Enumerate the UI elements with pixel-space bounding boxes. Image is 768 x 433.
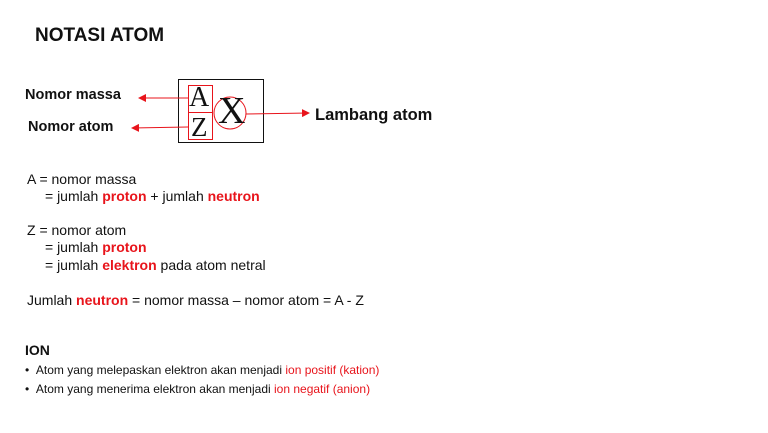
word-neutron: neutron bbox=[76, 292, 129, 308]
word-proton: proton bbox=[102, 188, 147, 204]
label-mass-number: Nomor massa bbox=[25, 87, 121, 103]
page-title: NOTASI ATOM bbox=[35, 25, 165, 46]
ion-positive-highlight: ion positif (kation) bbox=[285, 363, 380, 377]
ion-negative-highlight: ion negatif (anion) bbox=[274, 382, 371, 396]
ion-heading: ION bbox=[25, 342, 50, 358]
element-symbol: X bbox=[218, 90, 246, 132]
word-neutron: neutron bbox=[207, 188, 260, 204]
label-element-symbol: Lambang atom bbox=[315, 106, 433, 124]
label-atomic-number: Nomor atom bbox=[28, 119, 114, 135]
word-elektron: elektron bbox=[102, 257, 157, 273]
bullet-icon: • bbox=[25, 382, 36, 396]
definition-a-line1: A = nomor massa bbox=[27, 171, 137, 187]
list-item: • Atom yang melepaskan elektron akan menjadi ion positif (kation) bbox=[25, 363, 380, 377]
definition-z-line3: = jumlah elektron pada atom netral bbox=[45, 257, 266, 273]
neutron-formula: Jumlah neutron = nomor massa – nomor atom = A - Z bbox=[27, 292, 364, 308]
arrow-element-symbol bbox=[246, 113, 309, 114]
bullet-icon: • bbox=[25, 363, 36, 377]
definition-a-line2: = jumlah proton + jumlah neutron bbox=[45, 188, 260, 204]
definition-z-line2: = jumlah proton bbox=[45, 239, 147, 255]
word-proton: proton bbox=[102, 239, 147, 255]
arrow-atomic-number bbox=[132, 127, 188, 128]
atomic-number-symbol: Z bbox=[191, 112, 208, 142]
mass-number-symbol: A bbox=[189, 82, 210, 113]
list-item: • Atom yang menerima elektron akan menjadi ion negatif (anion) bbox=[25, 382, 371, 396]
definition-z-line1: Z = nomor atom bbox=[27, 222, 127, 238]
